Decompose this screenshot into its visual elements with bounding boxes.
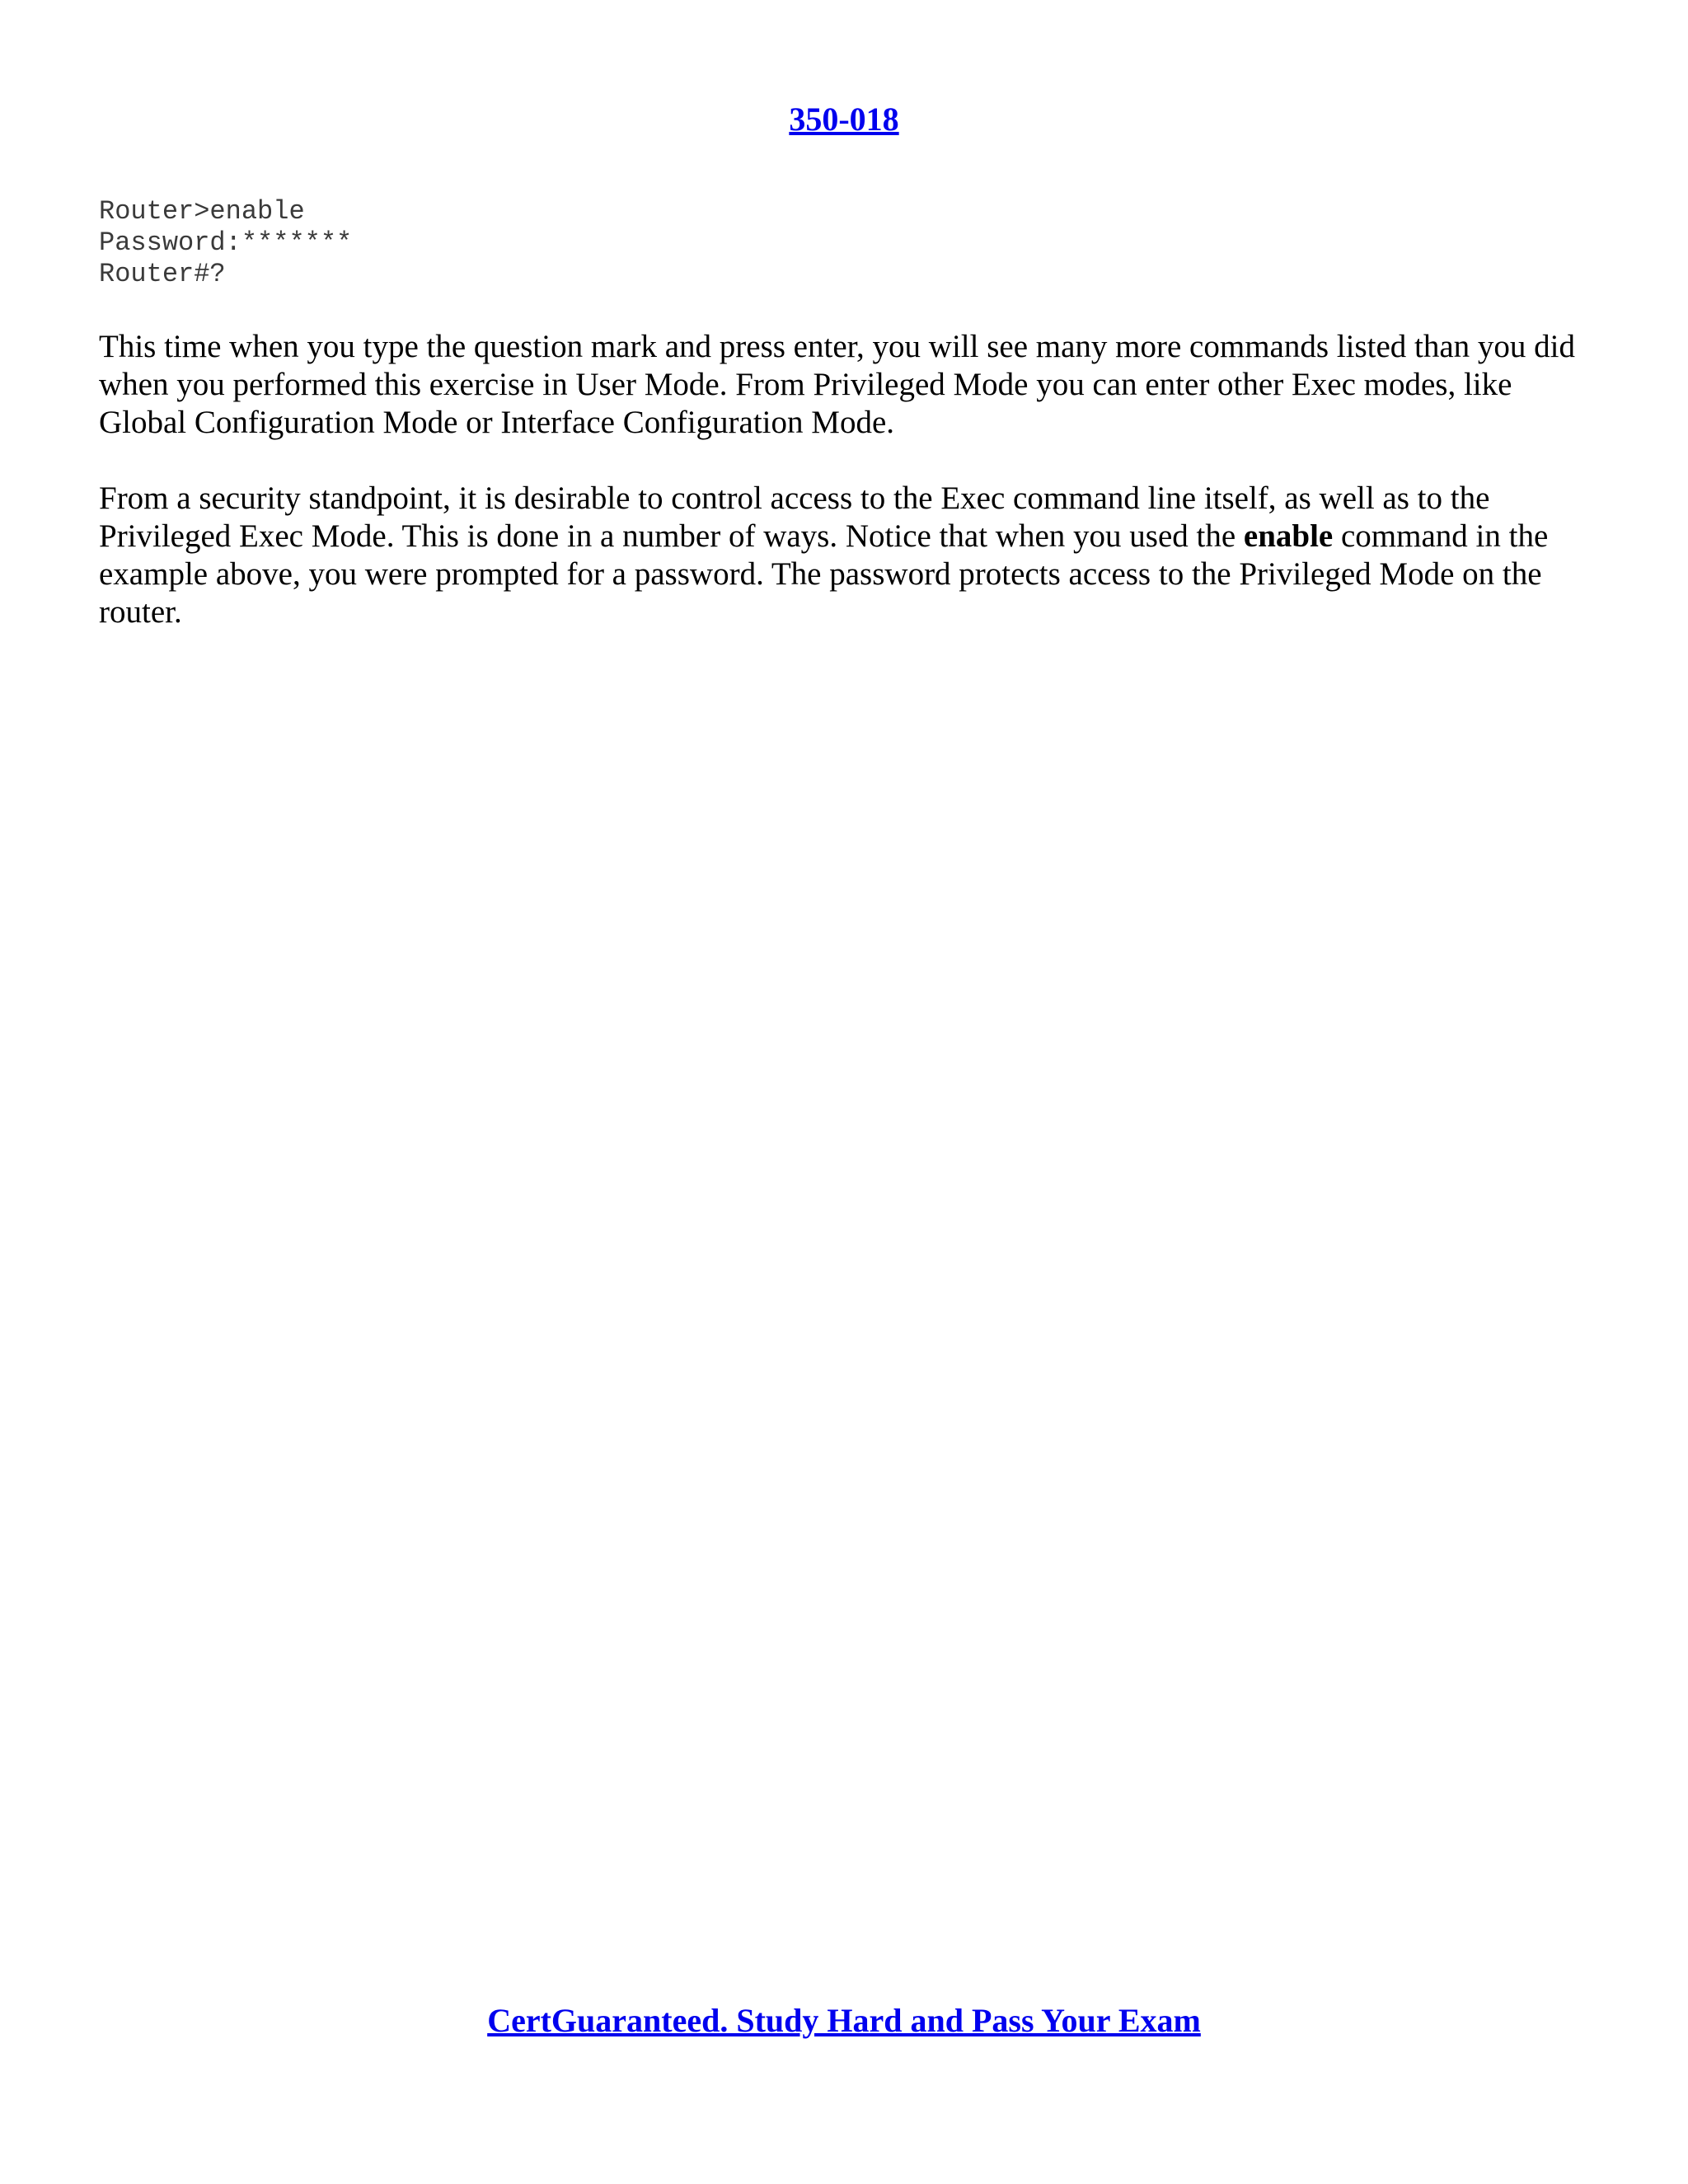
footer-link[interactable]: CertGuaranteed. Study Hard and Pass Your Exam — [487, 2002, 1201, 2039]
code-line: Router#? — [99, 259, 226, 289]
code-block — [99, 196, 352, 290]
paragraph-text: command in the example above, you were prompted for a password. The password protects access to the Privileged Mode on the router. — [99, 518, 1549, 630]
code-line: Password:******* — [99, 227, 353, 258]
page-footer — [0, 1998, 1688, 2044]
enable-command-term: enable — [1243, 518, 1334, 554]
body-text — [99, 328, 1591, 669]
paragraph-privileged-mode: This time when you type the question mark and press enter, you will see many more commands listed than you did when you performed this exercise in User Mode. From Privileged Mode you can enter other Exec modes, like Global Configuration Mode or Interface Configuration Mode. — [99, 329, 1575, 440]
paragraph-text: From a security standpoint, it is desirable to control access to the Exec command line itself, as well as to the Privileged Exec Mode. This is done in a number of ways. Notice that when you used the — [99, 480, 1490, 554]
code-line: Router>enable — [99, 196, 305, 227]
exam-code-link[interactable]: 350-018 — [789, 101, 899, 138]
paragraph-security — [99, 480, 1591, 631]
page-header — [0, 96, 1688, 143]
